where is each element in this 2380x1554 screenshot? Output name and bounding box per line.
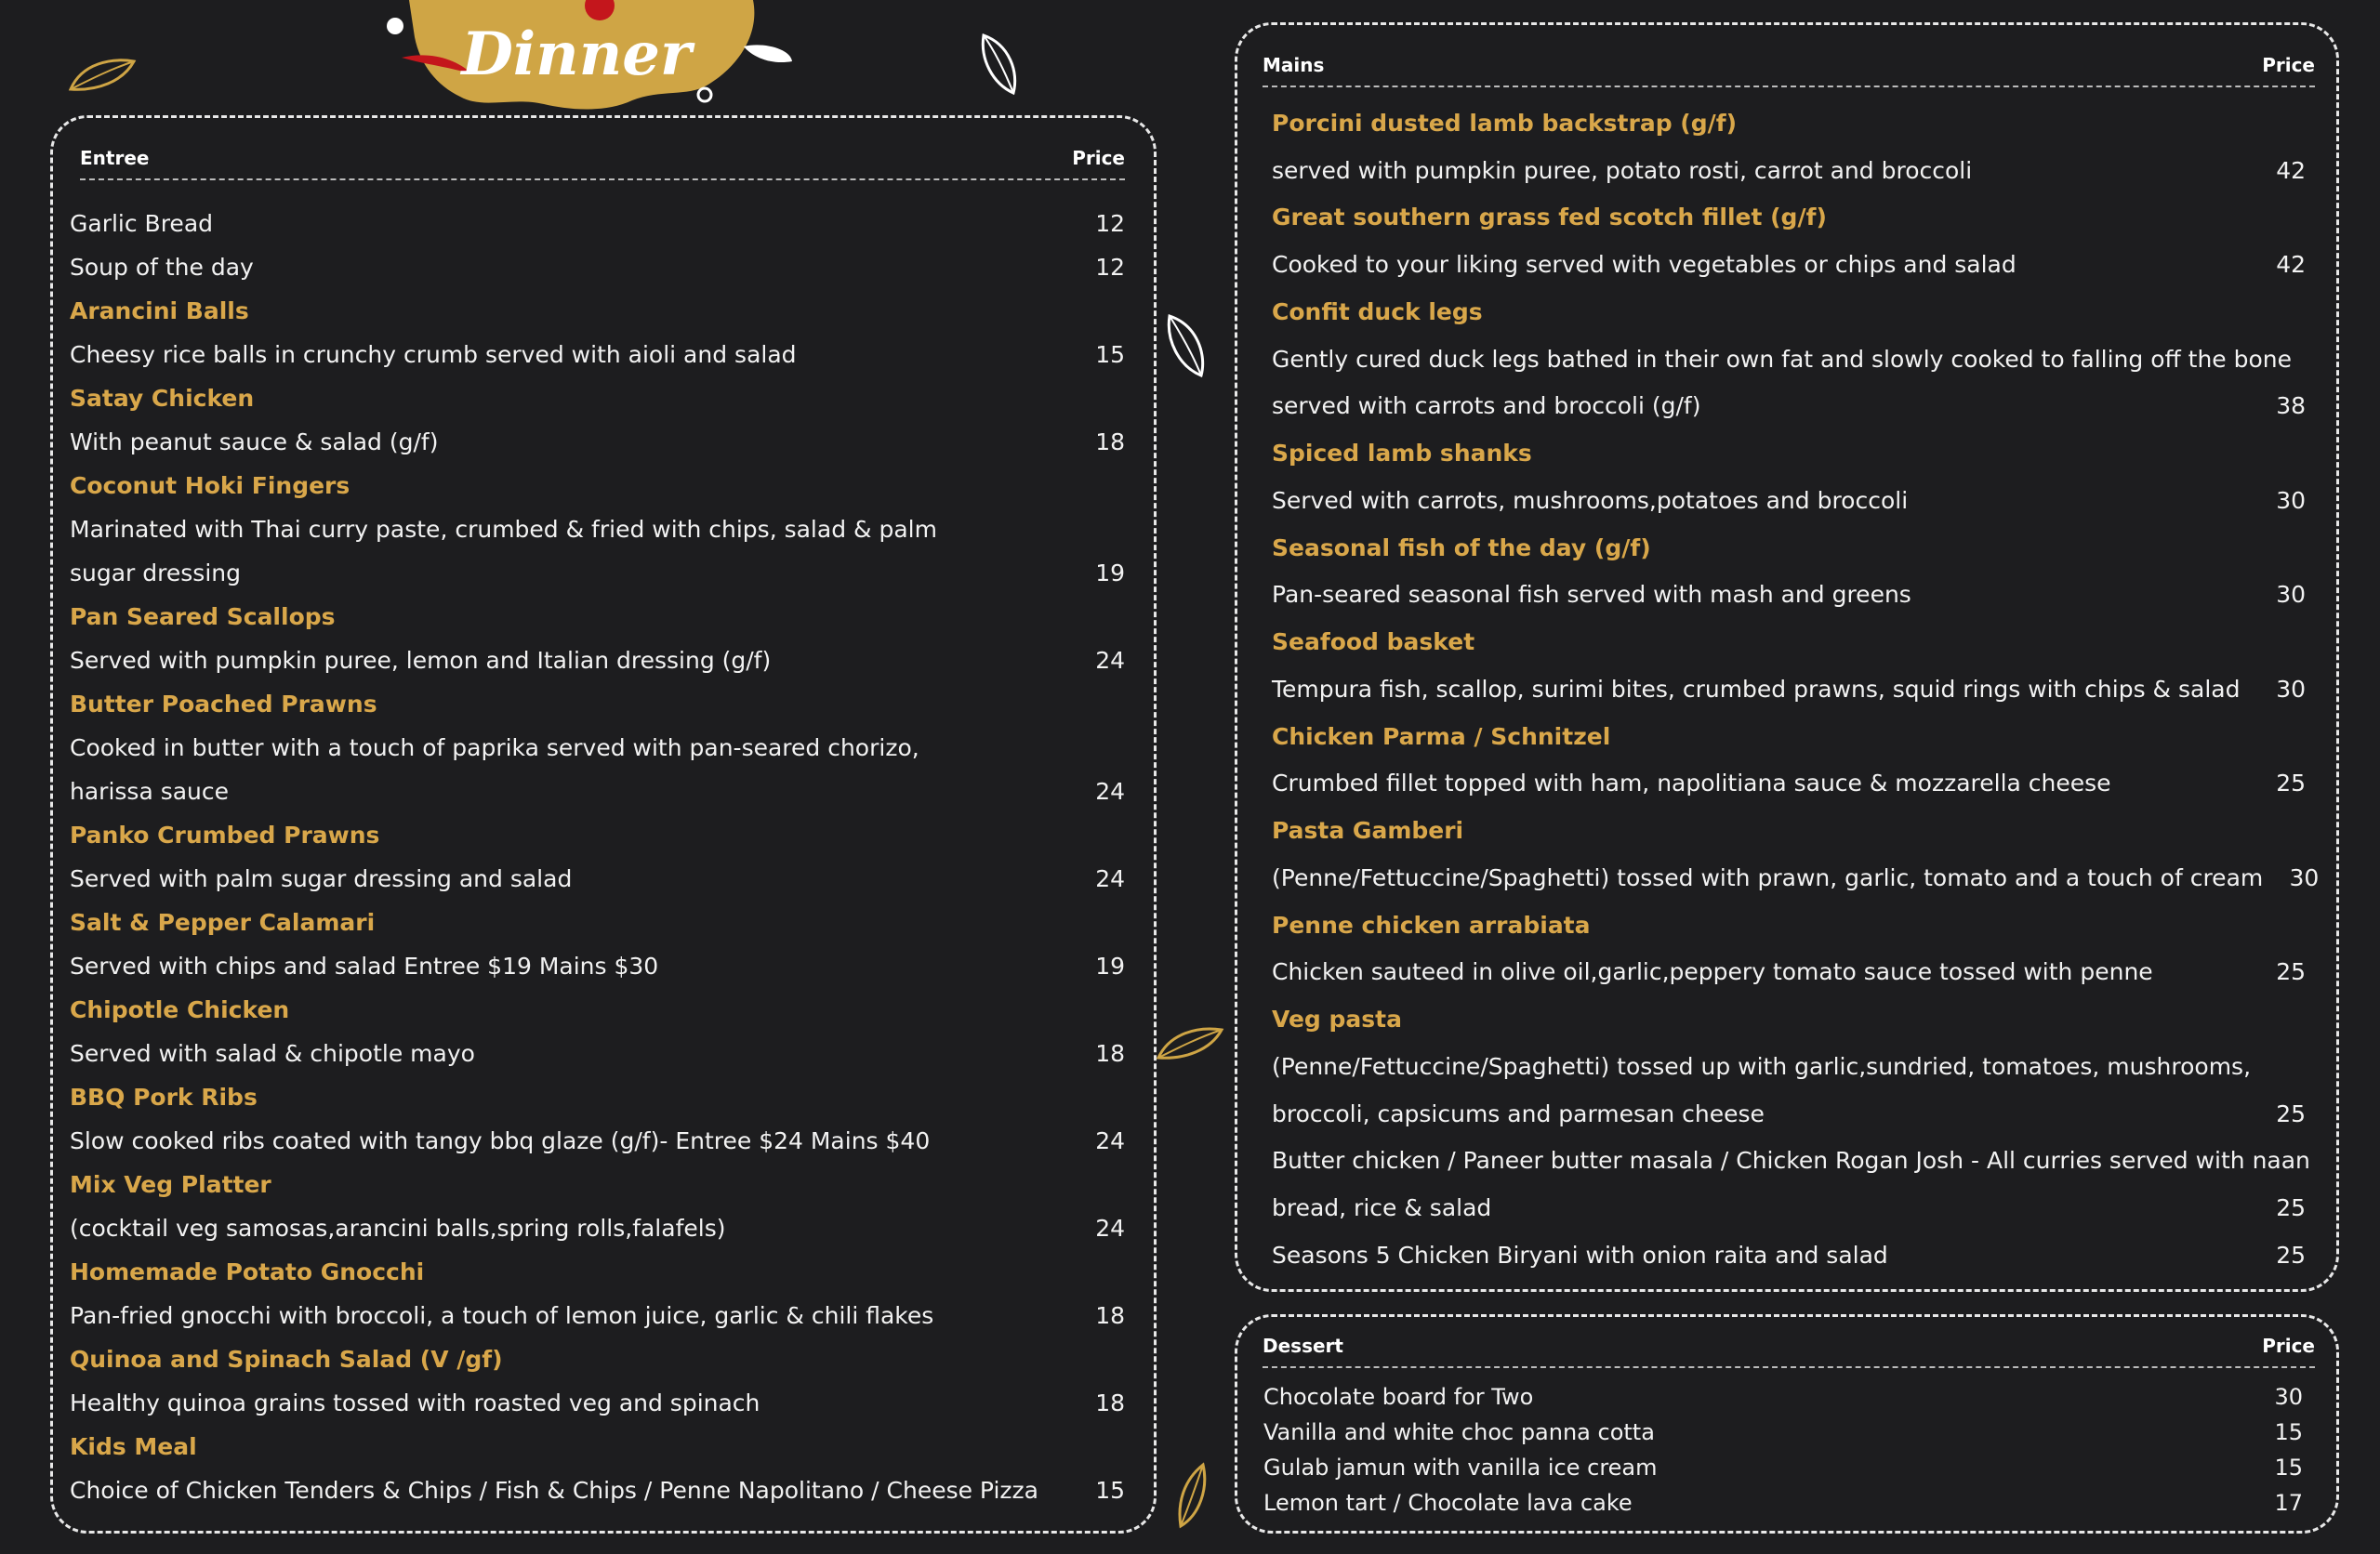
menu-item-text: Vanilla and white choc panna cotta xyxy=(1263,1419,1655,1445)
menu-item-text: Soup of the day xyxy=(70,254,254,281)
menu-item-text: Great southern grass fed scotch fillet (g/f) xyxy=(1272,204,1827,231)
menu-item-title xyxy=(1272,995,2306,1043)
menu-item-title xyxy=(70,1163,1125,1206)
menu-item-price: 19 xyxy=(1095,560,1125,586)
menu-item-text: Choice of Chicken Tenders & Chips / Fish & Chips / Penne Napolitano / Cheese Pizza xyxy=(70,1477,1038,1504)
dessert-title: Dessert xyxy=(1263,1335,1343,1357)
menu-item-title xyxy=(1272,713,2306,760)
menu-item-row xyxy=(70,1119,1125,1163)
menu-item-title xyxy=(70,1337,1125,1381)
menu-item-title xyxy=(1272,429,2306,477)
menu-item-text: Chipotle Chicken xyxy=(70,996,290,1023)
menu-item-text: (Penne/Fettuccine/Spaghetti) tossed with prawn, garlic, tomato and a touch of cream xyxy=(1272,863,2264,891)
menu-item-text: Healthy quinoa grains tossed with roasted veg and spinach xyxy=(70,1389,760,1416)
menu-item-text: served with pumpkin puree, potato rosti, carrot and broccoli xyxy=(1272,156,1973,184)
menu-item-title xyxy=(1272,288,2306,336)
leaf-icon xyxy=(1164,312,1210,379)
menu-item-row xyxy=(1272,665,2306,713)
menu-item-price: 30 xyxy=(2274,1384,2303,1410)
mains-header xyxy=(1263,54,2315,87)
menu-item-title xyxy=(70,1075,1125,1119)
menu-item-text: Pan Seared Scallops xyxy=(70,603,336,630)
menu-item-text: Cheesy rice balls in crunchy crumb served with aioli and salad xyxy=(70,341,797,368)
menu-item-row xyxy=(70,1206,1125,1250)
mains-title: Mains xyxy=(1263,54,1325,76)
menu-item-text: Served with palm sugar dressing and salad xyxy=(70,865,573,892)
menu-item-text: Panko Crumbed Prawns xyxy=(70,822,380,849)
menu-item-price: 24 xyxy=(1095,865,1125,892)
menu-item-price: 30 xyxy=(2276,581,2306,609)
mains-list xyxy=(1272,99,2320,1279)
menu-item-row xyxy=(1272,383,2306,430)
menu-item-row xyxy=(1272,147,2306,194)
menu-item-row xyxy=(70,1381,1125,1425)
menu-item-text: Pasta Gamberi xyxy=(1272,817,1464,845)
menu-item-row xyxy=(70,245,1125,289)
menu-item-title xyxy=(1272,524,2306,572)
menu-item-text: With peanut sauce & salad (g/f) xyxy=(70,428,439,455)
mains-price-header: Price xyxy=(2262,54,2315,76)
menu-item-price: 24 xyxy=(1095,1127,1125,1154)
menu-item-text: Gently cured duck legs bathed in their own fat and slowly cooked to falling off the bone xyxy=(1272,345,2293,373)
menu-item-text: bread, rice & salad xyxy=(1272,1194,1492,1222)
menu-item-text: Penne chicken arrabiata xyxy=(1272,911,1591,939)
menu-item-row xyxy=(1272,1090,2306,1138)
dessert-header xyxy=(1263,1335,2315,1368)
menu-item-title xyxy=(70,901,1125,944)
dessert-price-header: Price xyxy=(2262,1335,2315,1357)
menu-item-row xyxy=(1272,241,2306,288)
menu-item-row xyxy=(1272,1231,2306,1279)
leaf-icon xyxy=(1155,1022,1225,1065)
menu-item-title xyxy=(70,464,1125,507)
menu-item-text: Gulab jamun with vanilla ice cream xyxy=(1263,1455,1658,1481)
menu-item-row xyxy=(70,944,1125,988)
menu-item-price: 15 xyxy=(1095,341,1125,368)
menu-item-row xyxy=(1272,760,2306,808)
menu-item-text: harissa sauce xyxy=(70,778,230,805)
menu-item-text: broccoli, capsicums and parmesan cheese xyxy=(1272,1100,1765,1127)
menu-item-text: Seafood basket xyxy=(1272,628,1475,656)
menu-item-title xyxy=(70,289,1125,333)
menu-item-row xyxy=(70,420,1125,464)
menu-item-row xyxy=(70,770,1125,813)
menu-item-title xyxy=(70,1425,1125,1468)
menu-item-price: 30 xyxy=(2276,486,2306,514)
menu-item-price: 15 xyxy=(2274,1419,2303,1445)
menu-item-price: 25 xyxy=(2276,1241,2306,1269)
menu-item-row xyxy=(1263,1485,2303,1521)
menu-item-text: Seasons 5 Chicken Biryani with onion raita and salad xyxy=(1272,1241,1888,1269)
menu-item-row xyxy=(70,857,1125,901)
menu-item-title xyxy=(70,813,1125,857)
dinner-logo xyxy=(353,0,800,121)
menu-item-text: Coconut Hoki Fingers xyxy=(70,472,350,499)
menu-item-text: Butter Poached Prawns xyxy=(70,691,377,718)
menu-item-title xyxy=(70,376,1125,420)
menu-item-text: Served with carrots, mushrooms,potatoes and broccoli xyxy=(1272,486,1909,514)
menu-item-price: 18 xyxy=(1095,428,1125,455)
menu-item-title xyxy=(1272,618,2306,665)
menu-item-row xyxy=(70,639,1125,682)
menu-item-text: Cooked in butter with a touch of paprika served with pan-seared chorizo, xyxy=(70,734,919,761)
menu-item-price: 15 xyxy=(1095,1477,1125,1504)
menu-item-price: 24 xyxy=(1095,778,1125,805)
menu-item-price: 18 xyxy=(1095,1302,1125,1329)
leaf-icon xyxy=(1173,1461,1210,1532)
menu-item-price: 30 xyxy=(2289,863,2320,891)
menu-item-price: 24 xyxy=(1095,647,1125,674)
menu-item-title xyxy=(70,595,1125,639)
menu-item-price: 24 xyxy=(1095,1215,1125,1242)
menu-item-price: 42 xyxy=(2276,156,2306,184)
menu-item-price: 15 xyxy=(2274,1455,2303,1481)
menu-item-price: 25 xyxy=(2276,958,2306,986)
menu-item-text: (Penne/Fettuccine/Spaghetti) tossed up with garlic,sundried, tomatoes, mushrooms, xyxy=(1272,1052,2252,1080)
menu-item-price: 12 xyxy=(1095,254,1125,281)
menu-item-title xyxy=(1272,194,2306,242)
menu-item-text: (cocktail veg samosas,arancini balls,spring rolls,falafels) xyxy=(70,1215,726,1242)
menu-item-row xyxy=(1272,336,2306,383)
entree-price-header: Price xyxy=(1072,147,1125,169)
menu-item-text: Confit duck legs xyxy=(1272,297,1483,325)
leaf-icon xyxy=(65,54,139,97)
menu-item-row xyxy=(70,1032,1125,1075)
menu-item-price: 30 xyxy=(2276,675,2306,703)
menu-item-price: 25 xyxy=(2276,1100,2306,1127)
menu-item-text: Salt & Pepper Calamari xyxy=(70,909,376,936)
menu-item-text: Slow cooked ribs coated with tangy bbq glaze (g/f)- Entree $24 Mains $40 xyxy=(70,1127,931,1154)
menu-item-row xyxy=(70,202,1125,245)
menu-item-text: Garlic Bread xyxy=(70,210,214,237)
menu-item-text: Served with salad & chipotle mayo xyxy=(70,1040,475,1067)
menu-item-row xyxy=(1263,1379,2303,1415)
menu-item-text: Served with pumpkin puree, lemon and Italian dressing (g/f) xyxy=(70,647,772,674)
menu-item-text: Veg pasta xyxy=(1272,1006,1403,1034)
menu-item-text: Homemade Potato Gnocchi xyxy=(70,1258,425,1285)
menu-item-title xyxy=(1272,99,2306,147)
menu-item-row xyxy=(1263,1450,2303,1485)
entree-list xyxy=(70,202,1125,1512)
menu-item-text: Spiced lamb shanks xyxy=(1272,440,1532,468)
menu-item-row xyxy=(1272,477,2306,524)
menu-item-text: Satay Chicken xyxy=(70,385,255,412)
leaf-icon xyxy=(976,32,1021,97)
menu-item-row xyxy=(1272,1184,2306,1231)
logo-title: Dinner xyxy=(461,20,692,89)
menu-item-price: 38 xyxy=(2276,392,2306,420)
menu-item-text: Quinoa and Spinach Salad (V /gf) xyxy=(70,1346,503,1373)
menu-item-row xyxy=(70,1294,1125,1337)
menu-item-row xyxy=(70,333,1125,376)
menu-item-title xyxy=(70,682,1125,726)
menu-item-text: Crumbed fillet topped with ham, napolitiana sauce & mozzarella cheese xyxy=(1272,770,2111,797)
menu-item-text: Marinated with Thai curry paste, crumbed & fried with chips, salad & palm xyxy=(70,516,937,543)
menu-item-text: Chocolate board for Two xyxy=(1263,1384,1534,1410)
entree-title: Entree xyxy=(80,147,150,169)
menu-item-text: Cooked to your liking served with vegetables or chips and salad xyxy=(1272,251,2016,279)
menu-item-text: Mix Veg Platter xyxy=(70,1171,271,1198)
menu-item-text: Pan-seared seasonal fish served with mash and greens xyxy=(1272,581,1911,609)
menu-item-title xyxy=(70,988,1125,1032)
menu-item-price: 17 xyxy=(2274,1490,2303,1516)
menu-item-price: 42 xyxy=(2276,251,2306,279)
menu-item-price: 18 xyxy=(1095,1040,1125,1067)
menu-item-text: served with carrots and broccoli (g/f) xyxy=(1272,392,1701,420)
menu-item-text: sugar dressing xyxy=(70,560,241,586)
menu-item-row xyxy=(1272,572,2306,619)
menu-item-price: 12 xyxy=(1095,210,1125,237)
menu-item-text: Porcini dusted lamb backstrap (g/f) xyxy=(1272,109,1738,137)
menu-item-row xyxy=(1272,1043,2306,1090)
dessert-list xyxy=(1263,1379,2303,1521)
menu-item-text: Tempura fish, scallop, surimi bites, crumbed prawns, squid rings with chips & salad xyxy=(1272,675,2241,703)
menu-item-title xyxy=(1272,902,2306,949)
menu-item-price: 18 xyxy=(1095,1389,1125,1416)
menu-item-text: Chicken Parma / Schnitzel xyxy=(1272,722,1611,750)
menu-item-title xyxy=(1272,807,2306,854)
menu-item-text: Served with chips and salad Entree $19 Mains $30 xyxy=(70,953,659,980)
menu-item-text: Pan-fried gnocchi with broccoli, a touch of lemon juice, garlic & chili flakes xyxy=(70,1302,934,1329)
menu-item-text: BBQ Pork Ribs xyxy=(70,1084,258,1111)
menu-item-row xyxy=(1272,854,2320,902)
menu-item-price: 25 xyxy=(2276,1194,2306,1222)
menu-item-row xyxy=(1263,1415,2303,1450)
menu-item-text: Kids Meal xyxy=(70,1433,197,1460)
entree-header xyxy=(80,147,1125,180)
menu-item-text: Seasonal fish of the day (g/f) xyxy=(1272,533,1651,561)
menu-item-text: Chicken sauteed in olive oil,garlic,peppery tomato sauce tossed with penne xyxy=(1272,958,2153,986)
menu-item-price: 25 xyxy=(2276,770,2306,797)
menu-item-title xyxy=(70,1250,1125,1294)
menu-item-row xyxy=(70,726,1125,770)
menu-item-row xyxy=(1272,1138,2310,1185)
menu-item-text: Lemon tart / Chocolate lava cake xyxy=(1263,1490,1633,1516)
menu-item-row xyxy=(70,507,1125,551)
menu-item-row xyxy=(70,551,1125,595)
menu-item-price: 19 xyxy=(1095,953,1125,980)
menu-item-row xyxy=(70,1468,1125,1512)
menu-item-text: Butter chicken / Paneer butter masala / Chicken Rogan Josh - All curries served with naan xyxy=(1272,1147,2310,1175)
menu-item-text: Arancini Balls xyxy=(70,297,249,324)
menu-item-row xyxy=(1272,949,2306,996)
